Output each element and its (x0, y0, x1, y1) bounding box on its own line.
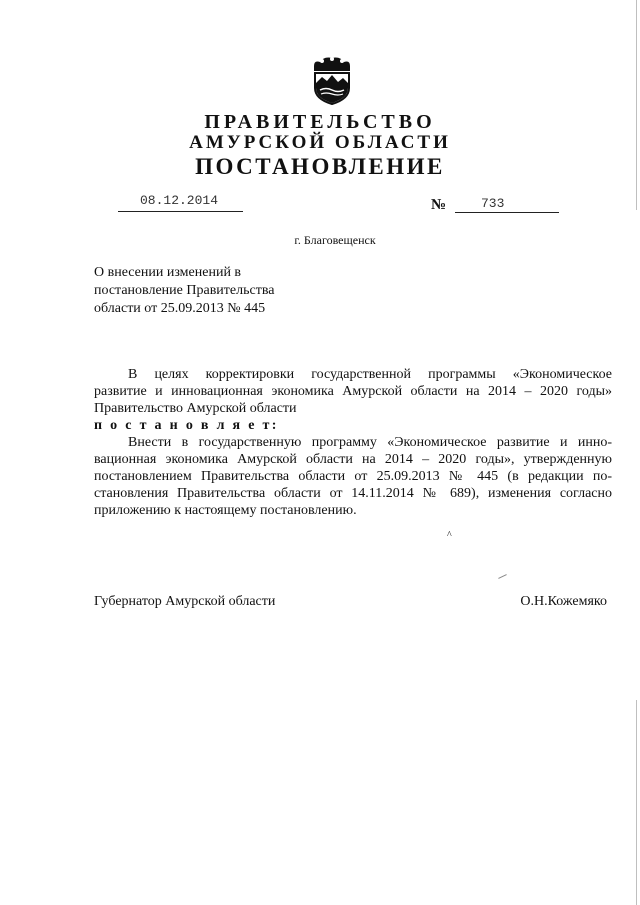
city: г. Благовещенск (294, 233, 376, 247)
signatory-title: Губернатор Амурской области (94, 594, 276, 609)
number-sign: № (431, 197, 447, 213)
signatory-name: О.Н.Кожемяко (520, 594, 607, 609)
document-type: ПОСТАНОВЛЕНИЕ (195, 154, 445, 179)
subject-block (94, 264, 274, 318)
resolution-line: Внести в государственную программу «Экономическое развитие и инно- (128, 435, 612, 450)
decree-word: п о с т а н о в л я е т: (94, 418, 279, 433)
body-text (94, 366, 612, 519)
margin-mark: ^ (447, 530, 452, 541)
subject-line: постановление Правительства (94, 283, 275, 298)
coat-of-arms-icon (308, 52, 356, 106)
subject-line: области от 25.09.2013 № 445 (94, 301, 266, 316)
document-number: 733 (481, 196, 505, 211)
resolution-line: становления Правительства области от 14.11.2014 № 689), изменения согласно (94, 486, 612, 501)
org-name-line2: АМУРСКОЙ ОБЛАСТИ (189, 132, 451, 153)
resolution-line: приложению к настоящему постановлению. (94, 503, 357, 518)
resolution-line: постановлением Правительства области от 25.09.2013 № 445 (в редакции по- (94, 469, 612, 484)
subject-line: О внесении изменений в (94, 265, 242, 280)
pen-tick (498, 574, 507, 579)
preamble-line: развитие и инновационная экономика Амурской области на 2014 – 2020 годы» (94, 384, 612, 399)
resolution-line: вационная экономика Амурской области на 2014 – 2020 годы», утвержденную (94, 452, 612, 467)
document-date: 08.12.2014 (140, 193, 219, 208)
scan-edge (636, 700, 637, 905)
date-underline (118, 211, 243, 212)
preamble-line: Правительство Амурской области (94, 401, 297, 416)
preamble-line: В целях корректировки государственной программы «Экономическое (128, 367, 612, 382)
number-underline (455, 212, 559, 213)
org-name-line1: ПРАВИТЕЛЬСТВО (204, 111, 436, 133)
scan-edge (636, 0, 637, 210)
